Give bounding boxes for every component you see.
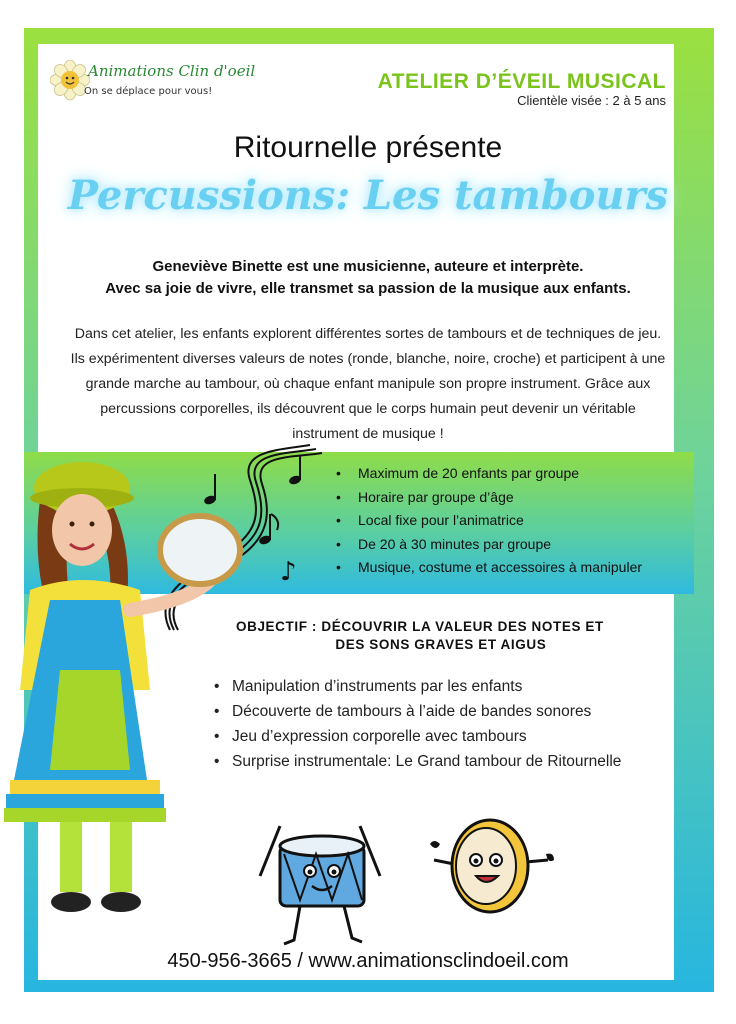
feature-item: • Horaire par groupe d’âge bbox=[330, 486, 642, 510]
feature-item: • Local fixe pour l’animatrice bbox=[330, 509, 642, 533]
activity-item: • Jeu d’expression corporelle avec tambours bbox=[212, 724, 621, 749]
tambourine-character-icon bbox=[420, 814, 560, 924]
flower-logo-icon bbox=[50, 60, 90, 104]
feature-item: • De 20 à 30 minutes par groupe bbox=[330, 533, 642, 557]
objective-label: OBJECTIF : bbox=[236, 619, 318, 634]
presenter-line: Ritournelle présente bbox=[233, 131, 503, 164]
target-audience: Clientèle visée : 2 à 5 ans bbox=[517, 93, 666, 108]
main-title: Percussions: Les tambours bbox=[67, 172, 669, 219]
svg-text:♪: ♪ bbox=[280, 557, 297, 587]
activity-item: • Surprise instrumentale: Le Grand tambour de Ritournelle bbox=[212, 749, 621, 774]
intro-block bbox=[40, 256, 696, 300]
intro-line-2: Avec sa joie de vivre, elle transmet sa passion de la musique aux enfants. bbox=[105, 280, 631, 297]
feature-item: • Musique, costume et accessoires à manipuler bbox=[330, 556, 642, 580]
logo-tagline: On se déplace pour vous! bbox=[84, 86, 213, 97]
activity-item: • Manipulation d’instruments par les enfants bbox=[212, 674, 621, 699]
logo-name: Animations Clin d'oeil bbox=[88, 62, 256, 80]
intro-line-1: Geneviève Binette est une musicienne, auteure et interprète. bbox=[152, 258, 584, 275]
objective-line-1: DÉCOUVRIR LA VALEUR DES NOTES ET bbox=[321, 619, 604, 634]
contact-line: 450-956-3665 / www.animationsclindoeil.com bbox=[167, 950, 569, 972]
objective-line-2: DES SONS GRAVES ET AIGUS bbox=[335, 637, 547, 652]
features-list bbox=[330, 462, 642, 580]
feature-item: • Maximum de 20 enfants par groupe bbox=[330, 462, 642, 486]
description-paragraph: Dans cet atelier, les enfants explorent différentes sortes de tambours et de techniques de jeu. Ils expérimentent diverses valeurs de notes (ronde, blanche, noire, croche) et participent à une grande marche au tambour, où chaque enfant manipule son propre instrument. Grâce aux percussions corporelles, ils découvrent que le corps humain peut devenir un véritable instrument de musique ! bbox=[70, 326, 666, 442]
drum-character-icon bbox=[250, 816, 390, 952]
workshop-category: ATELIER D’ÉVEIL MUSICAL bbox=[377, 70, 666, 93]
activity-item: • Découverte de tambours à l’aide de bandes sonores bbox=[212, 699, 621, 724]
objective-text bbox=[321, 618, 603, 654]
activities-list bbox=[212, 674, 621, 774]
company-logo bbox=[50, 58, 256, 110]
objective-heading bbox=[236, 618, 604, 654]
